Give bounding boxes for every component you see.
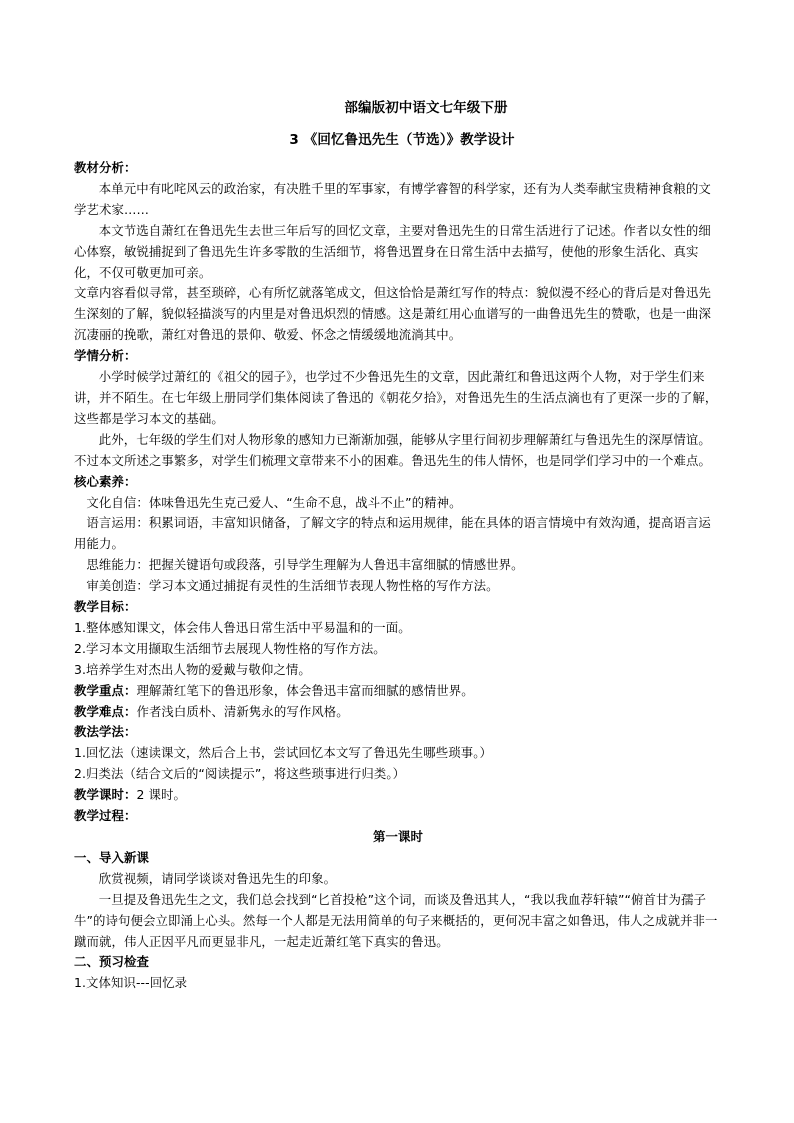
- core-aesthetic: 审美创造：学习本文通过捕捉有灵性的生活细节表现人物性格的写作方法。: [86, 578, 499, 594]
- goal-2: 2.学习本文用撷取生活细节去展现人物性格的写作方法。: [74, 640, 386, 656]
- key-point-text: 理解萧红笔下的鲁迅形象，体会鲁迅丰富而细腻的感情世界。: [136, 682, 474, 698]
- goal-1: 1.整体感知课文，体会伟人鲁迅日常生活中平易温和的一面。: [74, 619, 411, 635]
- difficult-point-label: 教学难点：: [74, 703, 137, 719]
- material-paragraph-1: 本单元中有叱咤风云的政治家，有决胜千里的军事家，有博学睿智的科学家，还有为人类奉献宝贵精神食粮的文学艺术家……: [74, 180, 711, 217]
- doc-subtitle: 3 《回忆鲁迅先生（节选）》教学设计: [289, 132, 515, 148]
- core-thinking: 思维能力：把握关键语句或段落，引导学生理解为人鲁迅丰富细腻的情感世界。: [86, 557, 524, 573]
- heading-methods: 教法学法：: [74, 724, 137, 740]
- core-culture: 文化自信：体味鲁迅先生克己爱人、“生命不息，战斗不止”的精神。: [86, 494, 462, 510]
- lesson1-heading: 第一课时: [373, 829, 423, 844]
- heading-goals: 教学目标：: [74, 599, 137, 615]
- key-point: [74, 681, 722, 702]
- heading-learner: 学情分析：: [74, 348, 137, 364]
- key-point-label: 教学重点：: [74, 682, 137, 698]
- goal-3: 3.培养学生对杰出人物的爱戴与敬仰之情。: [74, 661, 311, 677]
- lesson1-step-1-text-2: 一旦提及鲁迅先生之文，我们总会找到“匕首投枪”这个词，而谈及鲁迅其人，“我以我血荐轩辕”“俯首甘为孺子牛”的诗句便会立即涌上心头。然每一个人都是无法用简单的句子来概括的，更何况丰富之如鲁迅，伟人之成就并非一蹴而就，伟人正因平凡而更显非凡，一起走近萧红笔下真实的鲁迅。: [74, 891, 718, 949]
- class-hours-text: 2 课时。: [136, 787, 186, 803]
- document-body: [74, 92, 722, 994]
- heading-material: 教材分析：: [74, 160, 137, 175]
- lesson1-step-1: 一、导入新课: [74, 849, 149, 865]
- difficult-point-text: 作者浅白质朴、清新隽永的写作风格。: [136, 703, 349, 719]
- class-hours: [74, 785, 722, 806]
- lesson1-step-1-text-1: 欣赏视频，请同学谈谈对鲁迅先生的印象。: [98, 870, 337, 886]
- method-2: 2.归类法（结合文后的“阅读提示”，将这些琐事进行归类。）: [74, 766, 406, 782]
- class-hours-label: 教学课时：: [74, 787, 137, 803]
- lesson1-step-2: 二、预习检查: [74, 954, 149, 970]
- difficult-point: [74, 702, 722, 723]
- material-paragraph-3: 文章内容看似寻常，甚至琐碎，心有所忆就落笔成文，但这恰恰是萧红写作的特点：貌似漫不经心的背后是对鲁迅先生深刻的了解，貌似轻描淡写的内里是对鲁迅炽烈的情感。这是萧红用心血谱写的一曲鲁迅先生的赞歌，也是一曲深沉凄丽的挽歌，萧红对鲁迅的景仰、敬爱、怀念之情缓缓地流淌其中。: [74, 285, 712, 343]
- method-1: 1.回忆法（速读课文，然后合上书，尝试回忆本文写了鲁迅先生哪些琐事。）: [74, 745, 493, 761]
- core-language: 语言运用：积累词语，丰富知识储备，了解文字的特点和运用规律，能在具体的语言情境中有效沟通，提高语言运用能力。: [74, 515, 711, 552]
- learner-paragraph-1: 小学时候学过萧红的《祖父的园子》，也学过不少鲁迅先生的文章，因此萧红和鲁迅这两个人物，对于学生们来讲，并不陌生。在七年级上册同学们集体阅读了鲁迅的《朝花夕拾》，对鲁迅先生的生活点滴也有了更深一步的了解，这些都是学习本文的基础。: [74, 369, 718, 426]
- material-paragraph-2: 本文节选自萧红在鲁迅先生去世三年后写的回忆文章，主要对鲁迅先生的日常生活进行了记述。作者以女性的细心体察，敏锐捕捉到了鲁迅先生许多零散的生活细节，将鲁迅置身在日常生活中去描写，使他的形象生活化、真实化，不仅可敬更加可亲。: [74, 222, 711, 280]
- lesson1-step-2-item-1: 1.文体知识---回忆录: [74, 975, 188, 991]
- heading-core: 核心素养：: [74, 473, 137, 489]
- heading-process: 教学过程：: [74, 808, 137, 824]
- learner-paragraph-2: 此外，七年级的学生们对人物形象的感知力已渐渐加强，能够从字里行间初步理解萧红与鲁迅先生的深厚情谊。不过本文所述之事繁多，对学生们梳理文章带来不小的困难。鲁迅先生的伟人情怀，也是同学们学习中的一个难点。: [74, 431, 712, 468]
- doc-title: 部编版初中语文七年级下册: [344, 100, 508, 116]
